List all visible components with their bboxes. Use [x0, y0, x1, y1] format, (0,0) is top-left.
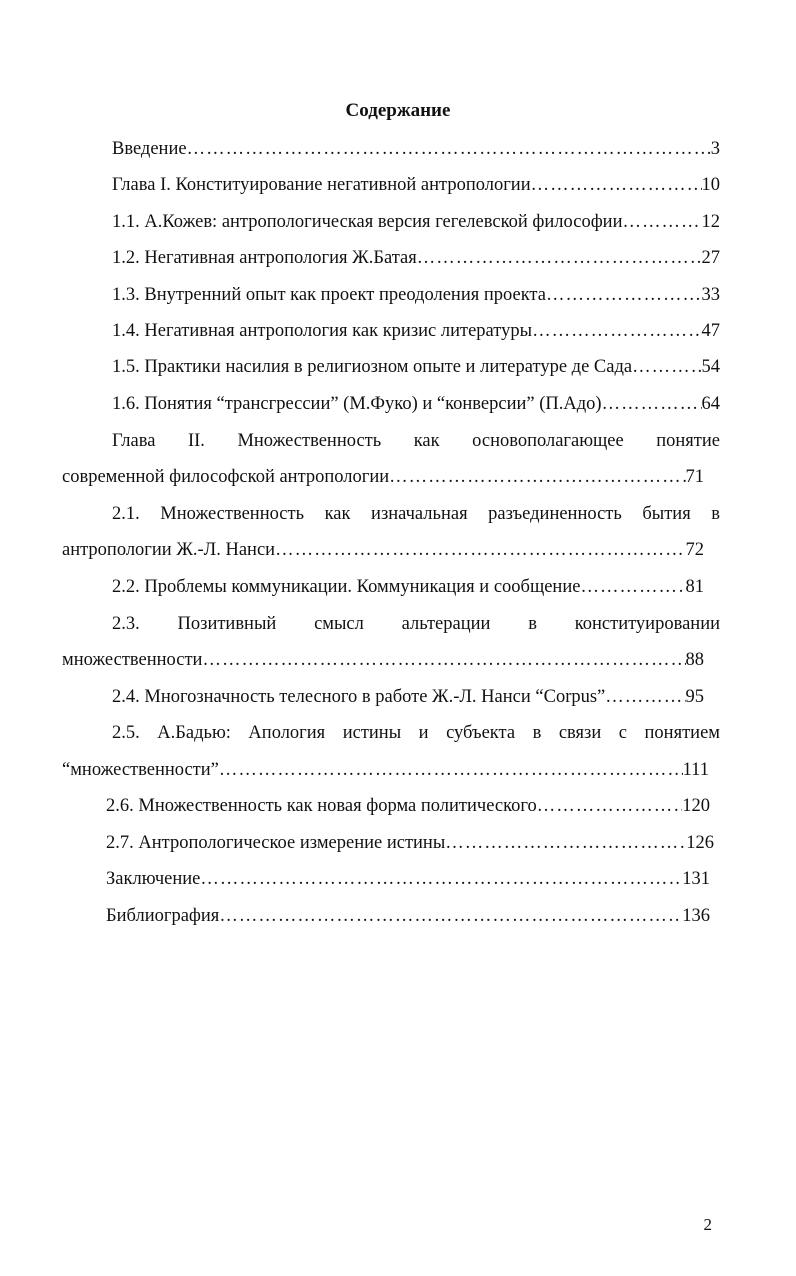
leader-dots — [537, 795, 682, 817]
toc-entry-1-3 — [112, 284, 720, 306]
toc-entry-page: 33 — [701, 285, 720, 305]
toc-entry-2-3-line2 — [62, 649, 704, 671]
toc-entry-text: 1.3. Внутренний опыт как проект преодоления проекта — [112, 285, 546, 305]
toc-entry-1-2 — [112, 247, 720, 269]
leader-dots — [445, 832, 686, 854]
toc-entry-page: 126 — [686, 833, 714, 853]
toc-entry-text: Введение — [112, 139, 187, 159]
toc-entry-page: 54 — [701, 357, 720, 377]
toc-entry-2-4 — [112, 686, 704, 708]
toc-entry-text: Глава I. Конституирование негативной антропологии — [112, 175, 531, 195]
leader-dots — [389, 466, 685, 488]
toc-entry-page: 47 — [701, 321, 720, 341]
toc-entry-1-1 — [112, 211, 720, 233]
toc-entry-2-7 — [106, 832, 714, 854]
toc-entry-2-5-line1: 2.5. А.Бадью: Апология истины и субъекта в связи с понятием — [112, 723, 720, 743]
toc-entry-text: 2.4. Многозначность телесного в работе Ж.-Л. Нанси “Corpus” — [112, 687, 606, 707]
toc-entry-text: 1.6. Понятия “трансгрессии” (М.Фуко) и “конверсии” (П.Адо) — [112, 394, 602, 414]
leader-dots — [417, 247, 702, 269]
toc-entry-bibliography — [106, 905, 710, 927]
leader-dots — [202, 649, 685, 671]
leader-dots — [532, 320, 701, 342]
page-number: 2 — [703, 1215, 712, 1234]
toc-entry-text: антропологии Ж.-Л. Нанси — [62, 540, 276, 560]
toc-entry-page: 120 — [682, 796, 710, 816]
toc-entry-page: 64 — [701, 394, 720, 414]
toc-entry-text: Библиография — [106, 906, 220, 926]
leader-dots — [622, 211, 701, 233]
toc-entry-page: 95 — [685, 687, 704, 707]
toc-entry-1-5 — [112, 356, 720, 378]
toc-entry-chapter-1 — [112, 174, 720, 196]
toc-entry-page: 81 — [685, 577, 704, 597]
toc-entry-chapter-2-line1: Глава II. Множественность как основополагающее понятие — [112, 431, 720, 451]
toc-entry-page: 111 — [682, 760, 709, 780]
leader-dots — [200, 868, 682, 890]
toc-entry-page: 136 — [682, 906, 710, 926]
toc-entry-2-1-line2 — [62, 539, 704, 561]
leader-dots — [187, 138, 711, 160]
toc-entry-page: 71 — [685, 467, 704, 487]
toc-entry-1-4 — [112, 320, 720, 342]
toc-entry-text: 1.5. Практики насилия в религиозном опыте и литературе де Сада — [112, 357, 633, 377]
toc-entry-2-6 — [106, 795, 710, 817]
toc-entry-text: 1.1. А.Кожев: антропологическая версия гегелевской философии — [112, 212, 623, 232]
toc-entry-text: современной философской антропологии — [62, 467, 390, 487]
toc-entry-text: 2.2. Проблемы коммуникации. Коммуникация и сообщение — [112, 577, 581, 597]
toc-entry-2-5-line2 — [62, 759, 709, 781]
toc-entry-text: 1.4. Негативная антропология как кризис литературы — [112, 321, 533, 341]
toc-entry-text: 1.2. Негативная антропология Ж.Батая — [112, 248, 417, 268]
leader-dots — [632, 356, 701, 378]
toc-entry-text: “множественности” — [62, 760, 219, 780]
toc-entry-page: 88 — [685, 650, 704, 670]
toc-entry-text: Заключение — [106, 869, 201, 889]
toc-entry-text: множественности — [62, 650, 203, 670]
toc-entry-2-2 — [112, 576, 704, 598]
leader-dots — [275, 539, 685, 561]
leader-dots — [531, 174, 702, 196]
toc-entry-page: 131 — [682, 869, 710, 889]
toc-entry-chapter-2-line2 — [62, 466, 704, 488]
leader-dots — [219, 759, 683, 781]
leader-dots — [605, 686, 685, 708]
leader-dots — [602, 393, 702, 415]
toc-entry-page: 27 — [701, 248, 720, 268]
toc-entry-page: 3 — [710, 139, 720, 159]
toc-title: Содержание — [345, 100, 451, 121]
leader-dots — [219, 905, 682, 927]
leader-dots — [546, 284, 702, 306]
toc-entry-text: 2.7. Антропологическое измерение истины — [106, 833, 446, 853]
toc-entry-conclusion — [106, 868, 710, 890]
toc-entry-page: 12 — [701, 212, 720, 232]
toc-entry-text: 2.6. Множественность как новая форма политического — [106, 796, 537, 816]
toc-entry-2-1-line1: 2.1. Множественность как изначальная разъединенность бытия в — [112, 504, 720, 524]
toc-entry-introduction — [112, 138, 720, 160]
toc-entry-page: 72 — [685, 540, 704, 560]
leader-dots — [580, 576, 685, 598]
toc-entry-1-6 — [112, 393, 720, 415]
toc-entry-page: 10 — [701, 175, 720, 195]
toc-entry-2-3-line1: 2.3. Позитивный смысл альтерации в конституировании — [112, 614, 720, 634]
